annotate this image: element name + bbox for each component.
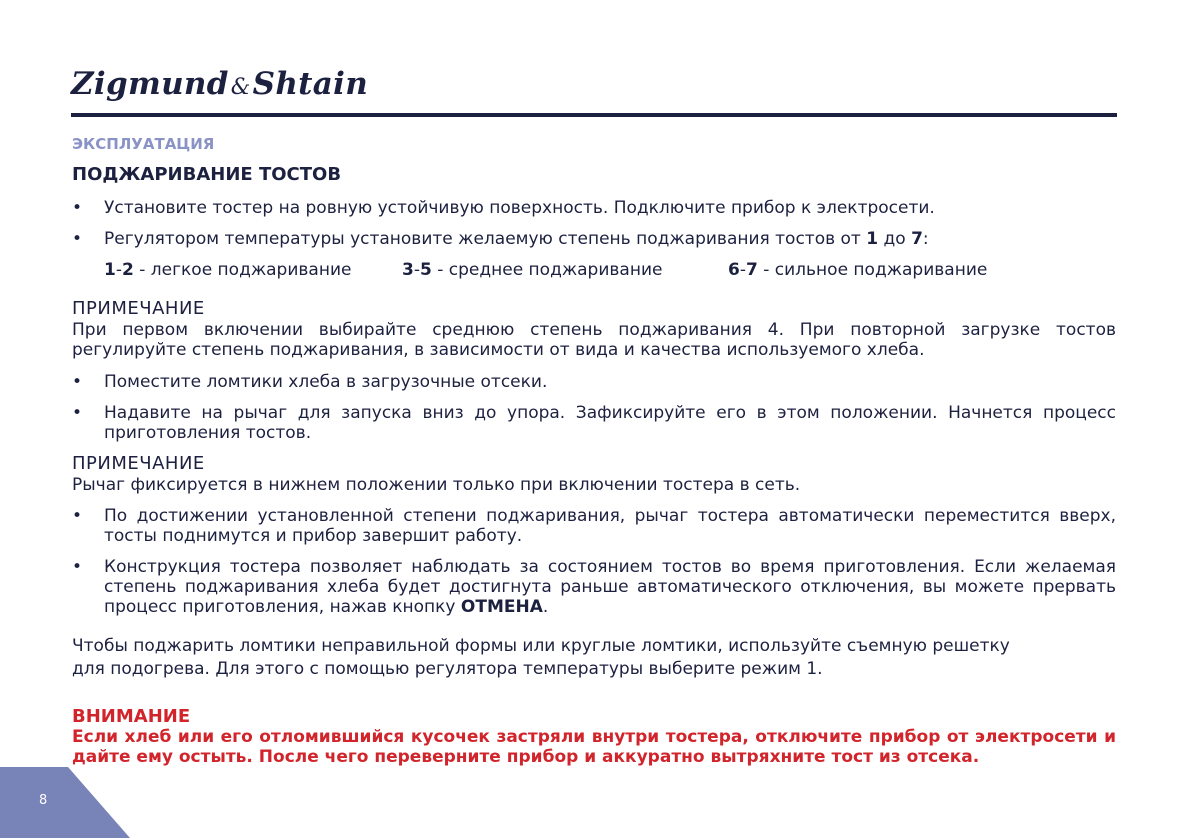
level-to: 2 (121, 260, 134, 280)
bullet-text (104, 229, 1116, 249)
bullet2-to: 7 (911, 229, 923, 249)
bullet-icon: • (72, 229, 83, 249)
bullet-icon: • (72, 506, 83, 526)
bullet-item-2 (72, 229, 1116, 249)
logo-part1: Zigmund (71, 66, 229, 102)
bullet2-mid: до (878, 229, 912, 249)
bullet6-pre: Конструкция тостера позволяет наблюдать за состоянием тостов во время приготовления. Если желаемая степень поджаривания хлеба будет достигнута раньше автоматического отключения, вы можете прервать процесс приготовления, нажав кнопку (104, 557, 1116, 617)
bullet-text: Поместите ломтики хлеба в загрузочные отсеки. (104, 372, 548, 392)
level-light (104, 260, 351, 280)
page-number: 8 (39, 793, 48, 808)
note-text: При первом включении выбирайте среднюю степень поджаривания 4. При повторной загрузке тостов регулируйте степень поджаривания, в зависимости от вида и качества используемого хлеба. (72, 320, 1116, 360)
bullet-item-3 (72, 372, 1116, 392)
brand-logo (71, 66, 368, 102)
bullet-text: Надавите на рычаг для запуска вниз до упора. Зафиксируйте его в этом положении. Начнется процесс приготовления тостов. (104, 403, 1116, 443)
paragraph-line-1: Чтобы поджарить ломтики неправильной формы или круглые ломтики, используйте съемную решетку (72, 636, 1010, 656)
warning-text: Если хлеб или его отломившийся кусочек застряли внутри тостера, отключите прибор от электросети и дайте ему остыть. После чего переверните прибор и аккуратно вытряхните тост из отсека. (72, 727, 1116, 767)
bullet-item-6 (72, 557, 1116, 617)
bullet-item-4 (72, 403, 1116, 443)
bullet2-pre: Регулятором температуры установите желаемую степень поджаривания тостов от (104, 229, 867, 249)
level-sep: - (115, 260, 122, 280)
level-from: 1 (104, 260, 116, 280)
level-medium (402, 260, 662, 280)
logo-ampersand: & (230, 75, 251, 100)
cancel-button-label: ОТМЕНА (460, 597, 543, 617)
level-desc: - легкое поджаривание (133, 260, 352, 280)
level-from: 6 (728, 260, 740, 280)
bullet-icon: • (72, 198, 83, 218)
bullet-icon: • (72, 372, 83, 392)
level-to: 7 (745, 260, 758, 280)
level-sep: - (739, 260, 746, 280)
level-sep: - (413, 260, 420, 280)
warning-title: ВНИМАНИЕ (72, 706, 191, 727)
level-to: 5 (419, 260, 432, 280)
bullet6-post: . (542, 597, 549, 617)
logo-part2: Shtain (252, 66, 369, 102)
bullet-item-1 (72, 198, 1116, 218)
level-desc: - сильное поджаривание (757, 260, 988, 280)
corner-decoration (0, 767, 130, 838)
bullet-icon: • (72, 557, 83, 577)
bullet2-post: : (922, 229, 929, 249)
paragraph-line-2: для подогрева. Для этого с помощью регулятора температуры выберите режим 1. (72, 659, 823, 679)
bullet-text: Установите тостер на ровную устойчивую поверхность. Подключите прибор к электросети. (104, 198, 935, 218)
bullet-item-5 (72, 506, 1116, 546)
page-heading: ПОДЖАРИВАНИЕ ТОСТОВ (72, 164, 342, 185)
header-rule (71, 113, 1117, 117)
note-title: ПРИМЕЧАНИЕ (72, 298, 205, 319)
bullet-text: По достижении установленной степени поджаривания, рычаг тостера автоматически переместится вверх, тосты поднимутся и прибор завершит работу. (104, 506, 1116, 546)
level-desc: - среднее поджаривание (431, 260, 663, 280)
level-strong (728, 260, 987, 280)
level-from: 3 (402, 260, 414, 280)
note-text: Рычаг фиксируется в нижнем положении только при включении тостера в сеть. (72, 475, 801, 495)
section-label: ЭКСПЛУАТАЦИЯ (72, 135, 215, 153)
bullet-text (104, 557, 1116, 617)
bullet2-from: 1 (866, 229, 879, 249)
bullet-icon: • (72, 403, 83, 423)
note-title: ПРИМЕЧАНИЕ (72, 453, 205, 474)
